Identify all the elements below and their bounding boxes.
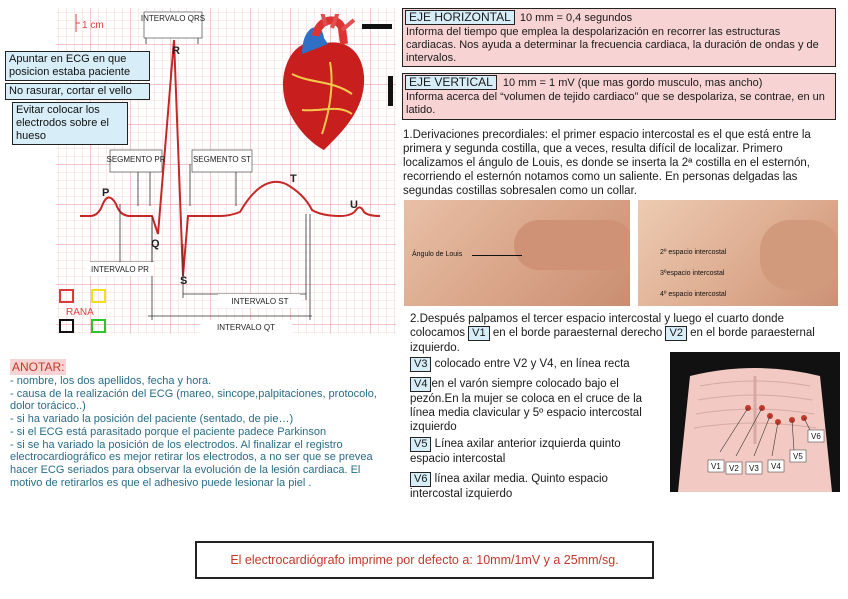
intercostal-label-2: 2º espacio intercostal <box>660 249 727 256</box>
v5-description: V5 Línea axilar anterior izquierda quinto espacio intercostal <box>410 438 621 465</box>
scale-label: 1 cm <box>82 20 104 31</box>
footer-box <box>195 541 654 579</box>
note-position: Apuntar en ECG en que posicion estaba paciente <box>5 51 150 81</box>
st-interval-label: INTERVALO ST <box>231 297 289 306</box>
pr-interval-label: INTERVALO PR <box>91 265 149 274</box>
note-shaving: No rasurar, cortar el vello <box>5 83 150 100</box>
horizontal-axis-value: 10 mm = 0,4 segundos <box>519 12 633 24</box>
vertical-axis-box <box>402 73 836 120</box>
heart-illustration <box>272 14 372 154</box>
v2-tag: V2 <box>665 326 686 341</box>
horizontal-axis-label: EJE HORIZONTAL <box>405 10 515 25</box>
vertical-axis-label: EJE VERTICAL <box>405 75 497 90</box>
anotar-title: ANOTAR: <box>12 360 65 374</box>
photo-louis-angle <box>404 200 630 306</box>
vertical-axis-value: 10 mm = 1 mV (que mas gordo musculo, mas ancho) <box>502 77 763 89</box>
torso-electrode-diagram <box>670 352 840 492</box>
precordial-paragraph-1: 1.Derivaciones precordiales: el primer espacio intercostal es el que está entre la primera y segunda costilla, que a veces, resulta difícil de localizar. Primero localizamos el ángulo de Louis, es donde se inserta la 2ª costilla en el esternón, recorriendo el esternón notamos como un saliente. En personas delgadas las segundas costillas sobresalen como un collar. <box>403 129 811 197</box>
anotar-item: - si el ECG está parasitado porque el paciente padece Parkinson <box>10 425 327 438</box>
torso-v3-dot <box>767 413 773 419</box>
wave-t: T <box>290 173 297 185</box>
photo-intercostal-spaces <box>638 200 838 306</box>
v3-tag: V3 <box>410 357 431 372</box>
anotar-item: - nombre, los dos apellidos, fecha y hora. <box>10 375 212 387</box>
st-segment-label: SEGMENTO ST <box>192 155 252 164</box>
horizontal-axis-text: Informa del tiempo que emplea la despolarización en recorrer las estructuras cardiacas. Nos ayuda a determinar la frecuencia cardiaca, la duración de ondas y de intervalos. <box>406 26 819 64</box>
note-bone: Evitar colocar los electrodos sobre el hueso <box>12 102 128 145</box>
torso-label-v1: V1 <box>711 462 721 471</box>
wave-s: S <box>180 275 188 287</box>
qrs-interval-label: INTERVALO QRS <box>140 14 206 23</box>
torso-label-v6: V6 <box>811 432 821 441</box>
scale-mark-horizontal <box>362 24 392 29</box>
qt-interval-label: INTERVALO QT <box>217 323 275 332</box>
louis-angle-label: Ángulo de Louis <box>412 251 463 258</box>
torso-label-v5: V5 <box>793 452 803 461</box>
intercostal-label-4: 4º espacio intercostal <box>660 291 727 298</box>
scale-mark-vertical <box>388 76 393 106</box>
rana-label: RANA <box>66 307 94 318</box>
anotar-item: - si ha variado la posición del paciente (sentado, de pie…) <box>10 413 294 426</box>
pr-segment-label: SEGMENTO PR <box>106 155 166 164</box>
horizontal-axis-box <box>402 8 836 67</box>
v6-tag: V6 <box>410 472 431 487</box>
wave-r: R <box>172 45 180 57</box>
intercostal-label-3: 3ºespacio intercostal <box>660 270 725 277</box>
v6-description: V6 línea axilar media. Quinto espacio intercostal izquierdo <box>410 473 608 500</box>
anotar-list <box>10 375 395 489</box>
wave-p: P <box>102 187 110 199</box>
wave-q: Q <box>151 238 160 250</box>
torso-label-v2: V2 <box>729 464 739 473</box>
footer-text: El electrocardiógrafo imprime por defecto a: 10mm/1mV y a 25mm/sg. <box>230 553 619 567</box>
wave-u: U <box>350 199 358 211</box>
v4-description: V4 en el varón siempre colocado bajo el pezón.En la mujer se coloca en el cruce de la línea media clavicular y 5º espacio intercostal izquierdo <box>410 378 643 433</box>
v4-tag: V4 <box>410 377 431 392</box>
anotar-item: - si se ha variado la posición de los electrodos. Al finalizar el registro electrocardiográfico es mejor retirar los electrodos, a no ser que se prevea hacer ECG seriados para observar la evolución de la lesión cardiaca. El motivo de retirarlos es que el adhesivo puede lesionar la piel . <box>10 438 373 489</box>
torso-label-v3: V3 <box>749 464 759 473</box>
anotar-item: - causa de la realización del ECG (mareo, sincope,palpitaciones, protocolo, dolor torácico..) <box>10 387 377 413</box>
v1-tag: V1 <box>468 326 489 341</box>
vertical-axis-text: Informa acerca del “volumen de tejido cardiaco” que se despolariza, se contrae, en un latido. <box>406 91 825 116</box>
v5-tag: V5 <box>410 437 431 452</box>
torso-label-v4: V4 <box>771 462 781 471</box>
precordial-paragraph-2: 2.Después palpamos el tercer espacio intercostal y luego el cuarto donde colocamos V1 en el borde paraesternal derecho V2 en el borde paraesternal izquierdo. <box>410 313 815 354</box>
v3-description: V3 colocado entre V2 y V4, en línea recta <box>410 357 660 372</box>
